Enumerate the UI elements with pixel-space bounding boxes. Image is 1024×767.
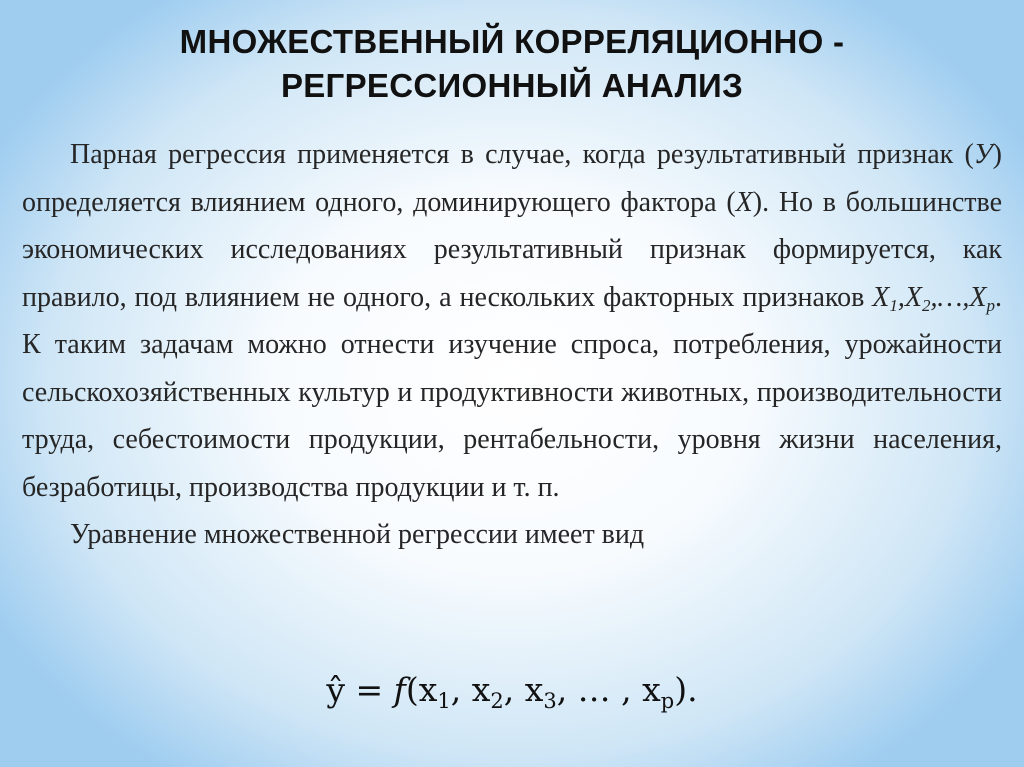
formula-subscript: 1 bbox=[437, 689, 451, 713]
variable-y: У bbox=[973, 139, 993, 170]
title-line-2: РЕГРЕССИОННЫЙ АНАЛИЗ bbox=[280, 67, 744, 104]
factor-x: X bbox=[969, 281, 987, 313]
formula-function: f bbox=[393, 670, 406, 709]
formula-part: ). bbox=[674, 670, 698, 709]
factor-x: X bbox=[872, 281, 890, 313]
ellipsis: ,…, bbox=[930, 281, 970, 313]
subscript: p bbox=[986, 295, 995, 315]
formula-subscript: 2 bbox=[490, 689, 504, 713]
text-segment: Парная регрессия применяется в случае, когда результативный признак ( bbox=[70, 139, 974, 170]
separator: , bbox=[897, 281, 905, 313]
formula-lhs: ŷ = bbox=[326, 670, 394, 709]
text-segment: ) определяется влиянием одного, доминирующего фактора ( bbox=[22, 139, 1002, 218]
paragraph-pair-regression bbox=[22, 131, 1002, 511]
slide-body bbox=[22, 131, 1002, 559]
formula-subscript: 3 bbox=[543, 689, 557, 713]
paragraph-equation-intro: Уравнение множественной регрессии имеет вид bbox=[70, 519, 645, 550]
formula-part: , x bbox=[450, 670, 491, 709]
formula-subscript: p bbox=[660, 689, 675, 713]
formula-part: (x bbox=[405, 670, 438, 709]
title-line-1: МНОЖЕСТВЕННЫЙ КОРРЕЛЯЦИОННО - bbox=[179, 23, 845, 60]
factor-list bbox=[872, 282, 995, 313]
variable-x: Х bbox=[735, 186, 753, 218]
formula-part: , x bbox=[503, 670, 544, 709]
text-segment: . К таким задачам можно отнести изучение спроса, потребления, урожайности сельскохозяйственных культур и продуктивности животных, производительности труда, себестоимости продукции, рентабельности, уровня жизни населения, безработицы, производства продукции и т. п. bbox=[22, 281, 1002, 503]
factor-x: X bbox=[904, 281, 922, 313]
slide-title bbox=[40, 20, 984, 108]
subscript: 2 bbox=[921, 295, 931, 315]
subscript: 1 bbox=[889, 295, 898, 315]
regression-formula bbox=[0, 670, 1024, 713]
formula-part: , … , x bbox=[556, 670, 661, 709]
text-segment: ). Но в большинстве экономических исследованиях результативный признак формируется, как правило, под влиянием не одного, а нескольких факторных признаков bbox=[22, 186, 1003, 313]
